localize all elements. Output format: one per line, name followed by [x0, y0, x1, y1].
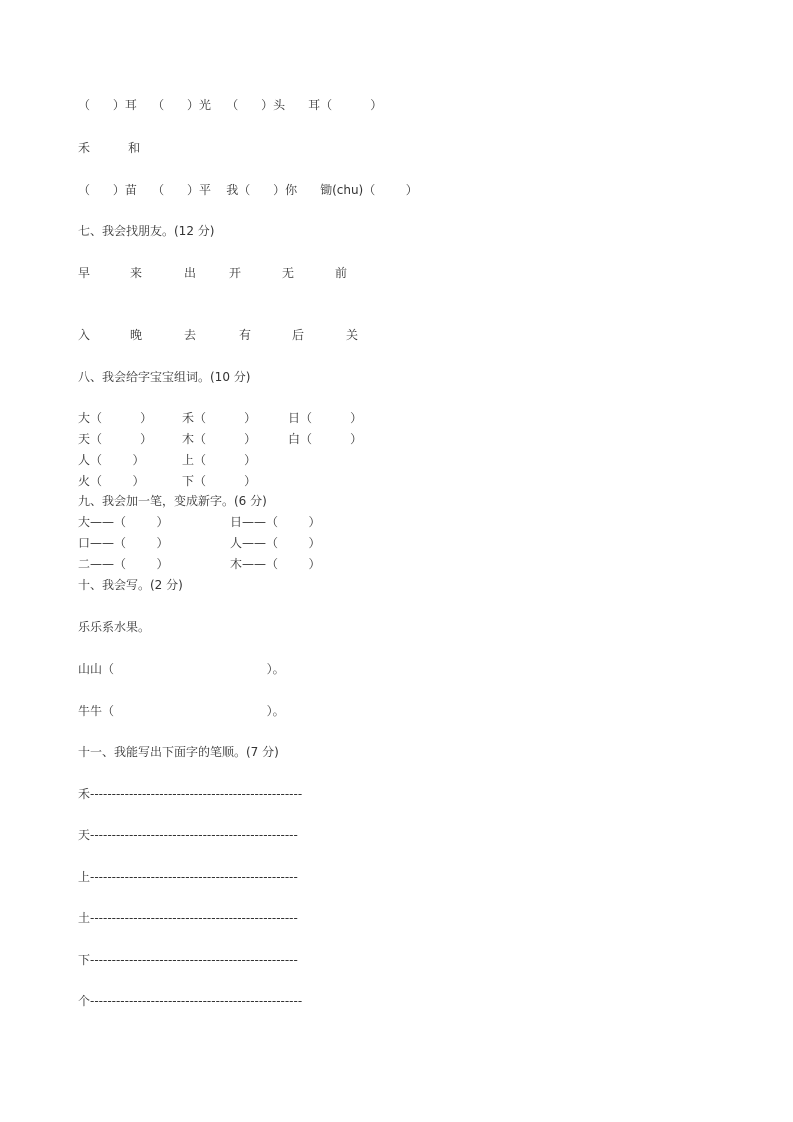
friend-char: 晚 — [130, 328, 143, 342]
add-stroke-item: 口——（ ） — [78, 536, 169, 550]
word-blank: 上（ ） — [182, 453, 257, 467]
section-7-heading: 七、我会找朋友。(12 分) — [78, 224, 215, 238]
friend-char: 来 — [130, 266, 143, 280]
add-stroke-item: 人——（ ） — [230, 536, 321, 550]
stroke-order-line: 天------------------------------------------------ — [78, 828, 298, 842]
add-stroke-item: 大——（ ） — [78, 515, 169, 529]
friend-char: 后 — [292, 328, 305, 342]
friend-char: 无 — [282, 266, 295, 280]
stroke-order-line: 上------------------------------------------------ — [78, 870, 298, 884]
example-sentence: 乐乐系水果。 — [78, 620, 151, 634]
char-pair-line: 禾 和 — [78, 141, 141, 155]
word-blank: 白（ ） — [288, 432, 363, 446]
friend-char: 出 — [184, 266, 197, 280]
fill-line-2: （ ）苗 （ ）平 我（ ）你 锄(chu)（ ） — [78, 183, 418, 197]
stroke-order-line: 土------------------------------------------------ — [78, 911, 298, 925]
friend-char: 早 — [78, 266, 91, 280]
section-10-heading: 十、我会写。(2 分) — [78, 578, 183, 592]
word-blank: 人（ ） — [78, 453, 145, 467]
friend-char: 前 — [335, 266, 348, 280]
friend-char: 有 — [239, 328, 252, 342]
word-blank: 木（ ） — [182, 432, 257, 446]
friend-char: 开 — [229, 266, 242, 280]
word-blank: 火（ ） — [78, 474, 145, 488]
add-stroke-item: 日——（ ） — [230, 515, 321, 529]
friend-char: 去 — [184, 328, 197, 342]
fill-line-1: （ ）耳 （ ）光 （ ）头 耳（ ） — [78, 98, 383, 112]
write-line-niu: 牛牛（ ）。 — [78, 704, 285, 718]
word-blank: 下（ ） — [182, 474, 257, 488]
section-9-heading: 九、我会加一笔，变成新字。(6 分) — [78, 494, 267, 508]
friend-char: 入 — [78, 328, 91, 342]
write-line-shan: 山山（ ）。 — [78, 662, 285, 676]
word-blank: 禾（ ） — [182, 411, 257, 425]
word-blank: 天（ ） — [78, 432, 153, 446]
stroke-order-line: 禾------------------------------------------------- — [78, 787, 303, 801]
add-stroke-item: 二——（ ） — [78, 557, 169, 571]
stroke-order-line: 个------------------------------------------------- — [78, 994, 303, 1008]
word-blank: 大（ ） — [78, 411, 153, 425]
friend-char: 关 — [346, 328, 359, 342]
stroke-order-line: 下------------------------------------------------ — [78, 953, 298, 967]
section-11-heading: 十一、我能写出下面字的笔顺。(7 分) — [78, 745, 279, 759]
section-8-heading: 八、我会给字宝宝组词。(10 分) — [78, 370, 251, 384]
add-stroke-item: 木——（ ） — [230, 557, 321, 571]
word-blank: 日（ ） — [288, 411, 363, 425]
